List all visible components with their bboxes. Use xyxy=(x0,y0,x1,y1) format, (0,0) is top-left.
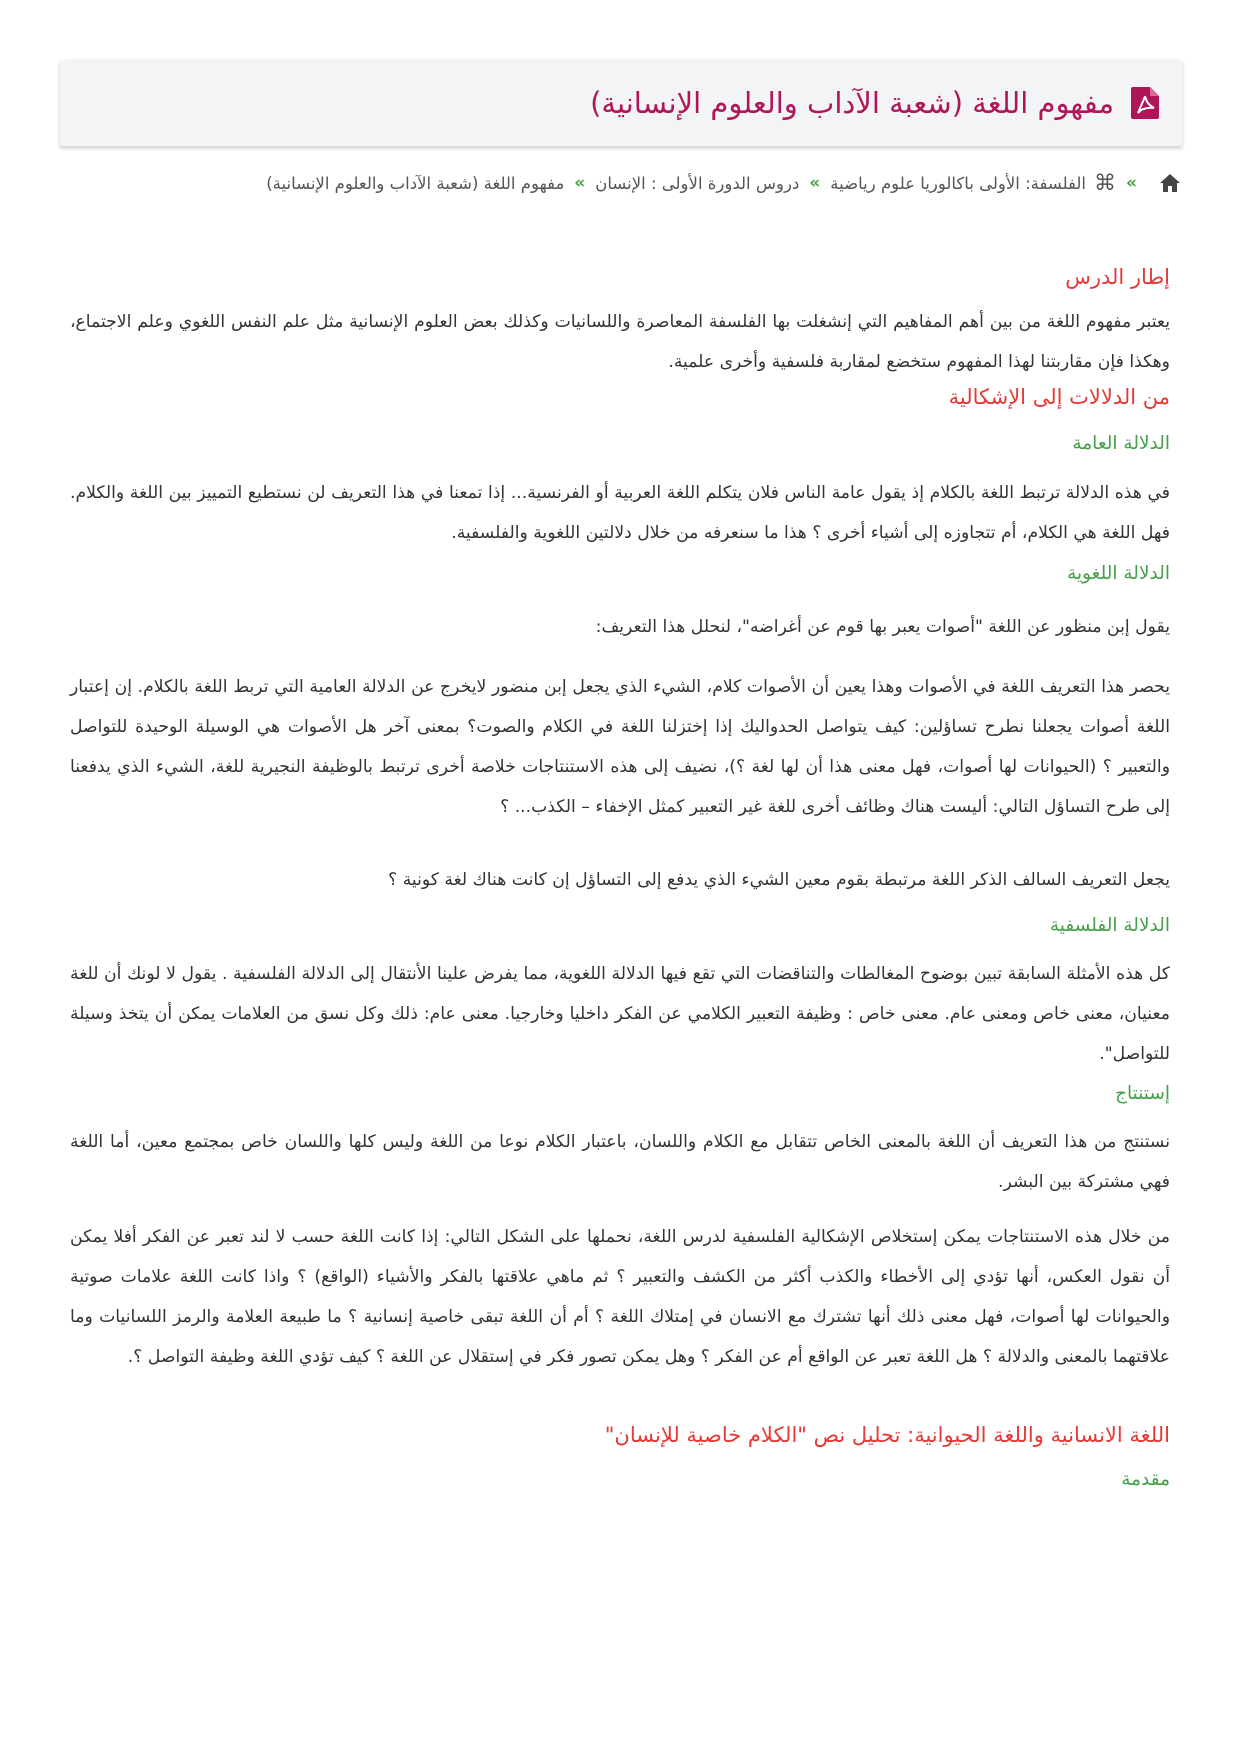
heading-problem: من الدلالات إلى الإشكالية xyxy=(948,385,1170,409)
breadcrumb-separator: » xyxy=(574,173,586,193)
heading-analysis: اللغة الانسانية واللغة الحيوانية: تحليل نص "الكلام خاصية للإنسان" xyxy=(604,1423,1170,1447)
heading-general-meaning: الدلالة العامة xyxy=(1072,433,1170,454)
heading-philosophical-meaning: الدلالة الفلسفية xyxy=(1049,915,1170,936)
page-title: مفهوم اللغة (شعبة الآداب والعلوم الإنسانية) xyxy=(590,86,1114,120)
heading-introduction: مقدمة xyxy=(1121,1469,1170,1490)
breadcrumb-item-subject[interactable]: الفلسفة: الأولى باكالوريا علوم رياضية xyxy=(830,173,1087,193)
frame-text: يعتبر مفهوم اللغة من بين أهم المفاهيم التي إنشغلت بها الفلسفة المعاصرة واللسانيات وكذلك بعض العلوم الإنسانية مثل علم النفس اللغوي وعلم الاجتماع، وهكذا فإن مقاربتنا لهذا المفهوم ستخضع لمقاربة فلسفية وأخرى علمية. xyxy=(70,312,1170,372)
philosophical-meaning-text: كل هذه الأمثلة السابقة تبين بوضوح المغالطات والتناقضات التي تقع فيها الدلالة اللغوية، مما يفرض علينا الأنتقال إلى الدلالة الفلسفية . يقول لا لونك أن للغة معنيان، معنى خاص ومعنى عام. معنى خاص : وظيفة التعبير الكلامي عن الفكر داخليا وخارجيا. معنى عام: ذلك وكل نسق من العلامات يمكن أن يتخذ وسيلة للتواصل". xyxy=(70,964,1170,1064)
title-card xyxy=(60,60,1182,146)
heading-linguistic-meaning: الدلالة اللغوية xyxy=(1067,563,1170,584)
linguistic-meaning-text-2: يحصر هذا التعريف اللغة في الأصوات وهذا يعين أن الأصوات كلام، الشيء الذي يجعل إبن منضور لايخرج عن الدلالة العامية التي تربط اللغة بالكلام. إن إعتبار اللغة أصوات يجعلنا نطرح تساؤلين: كيف يتواصل الحدواليك إذا إختزلنا اللغة في الكلام والصوت؟ بمعنى آخر هل الأصوات هي الوسيلة الوحيدة للتواصل والتعبير ؟ (الحيوانات لها أصوات، فهل معنى هذا أن لها لغة ؟)، نضيف إلى هذه الاستنتاجات خلاصة أخرى ترتبط بالوظيفة النجيرية للغة، الشيء الذي يدفعنا إلى طرح التساؤل التالي: أليست هناك وظائف أخرى للغة غير التعبير كمثل الإخفاء – الكذب... ؟ xyxy=(70,677,1170,817)
home-icon[interactable] xyxy=(1159,173,1181,193)
heading-conclusion: إستنتاج xyxy=(1115,1083,1170,1104)
breadcrumb-item-current: مفهوم اللغة (شعبة الآداب والعلوم الإنسانية) xyxy=(266,173,565,193)
linguistic-meaning-text-3: يجعل التعريف السالف الذكر اللغة مرتبطة بقوم معين الشيء الذي يدفع إلى التساؤل إن كانت هناك لغة كونية ؟ xyxy=(388,870,1170,890)
general-meaning-text: في هذه الدلالة ترتبط اللغة بالكلام إذ يقول عامة الناس فلان يتكلم اللغة العربية أو الفرنسية... إذا تمعنا في هذا التعريف لن نستطيع التمييز بين اللغة والكلام. فهل اللغة هي الكلام، أم تتجاوزه إلى أشياء أخرى ؟ هذا ما سنعرفه من خلال دلالتين اللغوية والفلسفية. xyxy=(70,483,1170,543)
command-icon: ⌘ xyxy=(1094,170,1117,196)
conclusion-text-1: نستنتج من هذا التعريف أن اللغة بالمعنى الخاص تتقابل مع الكلام واللسان، باعتبار الكلام نوعا من اللغة وليس كلها واللسان خاص بمجتمع معين، أما اللغة فهي مشتركة بين البشر. xyxy=(70,1132,1170,1192)
heading-lesson-frame: إطار الدرس xyxy=(1065,265,1170,289)
pdf-icon xyxy=(1130,86,1160,120)
breadcrumb xyxy=(59,168,1181,198)
breadcrumb-separator: » xyxy=(1126,173,1137,193)
breadcrumb-separator: » xyxy=(809,173,821,193)
linguistic-meaning-text-1: يقول إبن منظور عن اللغة "أصوات يعبر بها قوم عن أغراضه"، لنحلل هذا التعريف: xyxy=(595,617,1170,637)
breadcrumb-item-unit[interactable]: دروس الدورة الأولى : الإنسان xyxy=(595,173,800,193)
conclusion-text-2: من خلال هذه الاستنتاجات يمكن إستخلاص الإشكالية الفلسفية لدرس اللغة، نحملها على الشكل التالي: إذا كانت اللغة حسب لا لند تعبر عن الفكر أفلا يمكن أن نقول العكس، أنها تؤدي إلى الأخطاء والكذب أكثر من الكشف والتعبير ؟ ثم ماهي علاقتها بالفكر والأشياء (الواقع) ؟ واذا كانت اللغة علامات صوتية والحيوانات لها أصوات، فهل معنى ذلك أنها تشترك مع الانسان في إمتلاك اللغة ؟ أم أن اللغة تبقى خاصية إنسانية ؟ ما طبيعة العلامة والرمز اللسانيات وما علاقتهما بالمعنى والدلالة ؟ هل اللغة تعبر عن الواقع أم عن الفكر ؟ وهل يمكن تصور فكر في إستقلال عن اللغة ؟ كيف تؤدي اللغة وظيفة التواصل ؟. xyxy=(70,1227,1170,1367)
